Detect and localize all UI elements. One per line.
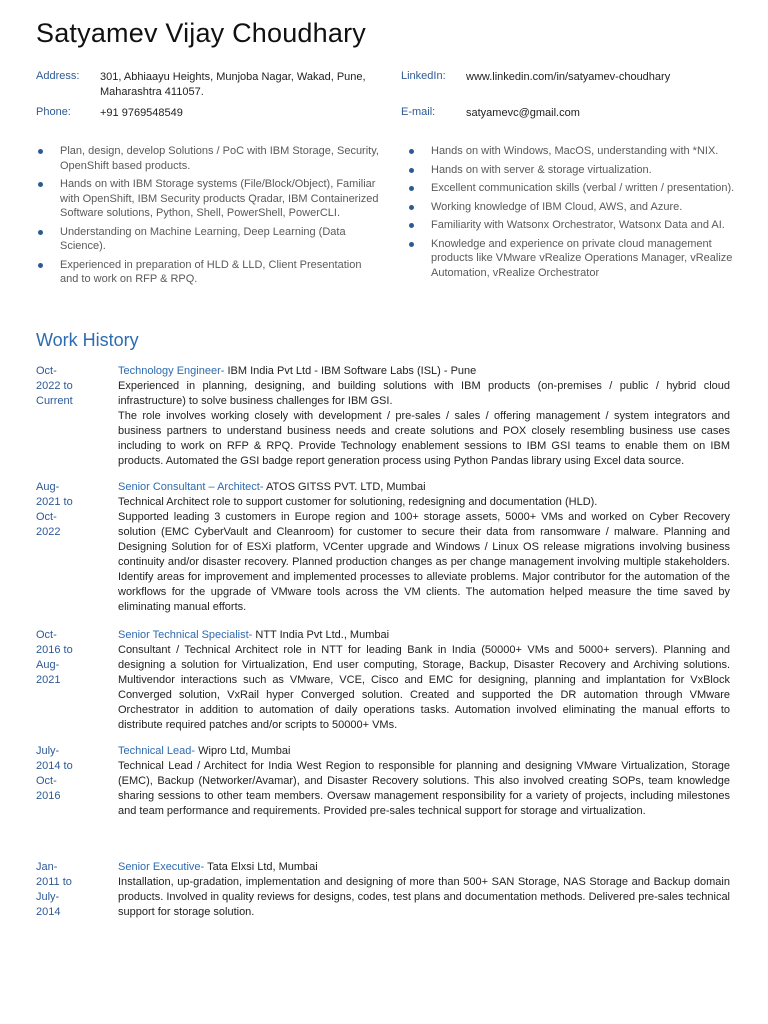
- skill-item: Experienced in preparation of HLD & LLD, Client Presentation and to work on RFP & RPQ.: [36, 258, 380, 287]
- skills-list-right: [407, 144, 741, 284]
- skill-item: Familiarity with Watsonx Orchestrator, Watsonx Data and AI.: [407, 218, 741, 233]
- skill-item: Hands on with server & storage virtualization.: [407, 163, 741, 178]
- work-history-title: Work History: [36, 330, 139, 350]
- job-company: Wipro Ltd, Mumbai: [195, 745, 291, 757]
- job-company: ATOS GITSS PVT. LTD, Mumbai: [263, 481, 426, 493]
- job-description: Technical Lead / Architect for India West Region to responsible for planning and designing VMware Virtualization, Storage (EMC), Backup (Networker/Avamar), and Disaster Recovery solutions. This also involved creating SOPs, team knowledge sharing sessions to other team members. Oversaw management responsibility for a variety of projects, including milestones and team performance and requirements. Provided pre-sales technical support for storage and virtualization.: [118, 760, 730, 817]
- job-body: [118, 744, 730, 819]
- skill-item: Excellent communication skills (verbal / written / presentation).: [407, 181, 741, 196]
- job-body: [118, 480, 730, 615]
- job-date: July- 2014 to Oct- 2016: [36, 745, 73, 802]
- job-date: Oct- 2016 to Aug- 2021: [36, 629, 73, 686]
- skill-item: Working knowledge of IBM Cloud, AWS, and Azure.: [407, 200, 741, 215]
- skill-item: Understanding on Machine Learning, Deep Learning (Data Science).: [36, 225, 380, 254]
- address-line-2: Maharashtra 411057.: [100, 85, 204, 98]
- email-link[interactable]: satyamevc@gmail.com: [466, 107, 580, 119]
- job-date: Oct- 2022 to Current: [36, 365, 73, 407]
- job-company: IBM India Pvt Ltd - IBM Software Labs (ISL) - Pune: [224, 365, 477, 377]
- skill-item: Hands on with IBM Storage systems (File/Block/Object), Familiar with OpenShift, IBM Security products Qradar, IBM Containerized Software solutions, Python, Shell, PowerShell, PowerCLI.: [36, 177, 380, 221]
- address-value: [100, 70, 390, 99]
- job-description: Experienced in planning, designing, and building solutions with IBM products (on-premises / public / hybrid cloud infrastructure) to solve business challenges for IBM GSI. The role involves working closely with development / pre-sales / sales / offering management / system integrators and business partners to understand business needs and create solutions and POX closely resembling business use cases including to work on RFP & RPQ. Provide Technology enablement sessions to IBM GSI teams to enable them on IBM products. Automated the GSI badge report generation process using Python Pandas library using Excel data source.: [118, 380, 730, 467]
- job-title: Senior Executive-: [118, 861, 205, 873]
- linkedin-label: LinkedIn:: [401, 70, 446, 82]
- job-description: Consultant / Technical Architect role in NTT for leading Bank in India (50000+ VMs and 5000+ servers). Planning and designing a solution for Virtualization, End user computing, Storage, Backup, Disaster Recovery and Archiving solutions. Multivendor interactions such as VMware, VCE, Cisco and EMC for designing, planning and implantation for VxBlock Converged solution, VxRail hyper Converged solution. Created and supported the DR automation through VMware Orchestrator in addition to automation of daily operations tasks. Automation involved eliminating the manual efforts to distribute required patches and/or scripts to 50000+ VMs.: [118, 644, 730, 731]
- job-date: Aug- 2021 to Oct- 2022: [36, 481, 73, 538]
- skill-item: Knowledge and experience on private cloud management products like VMware vRealize Operations Manager, vRealize Automation, vRealize Orchestrator: [407, 237, 741, 281]
- job-date: Jan- 2011 to July- 2014: [36, 861, 72, 918]
- skill-item: Hands on with Windows, MacOS, understanding with *NIX.: [407, 144, 741, 159]
- job-description: Technical Architect role to support customer for solutioning, redesigning and documentation (HLD). Supported leading 3 customers in Europe region and 100+ storage assets, 5000+ VMs and worked on Cyber Recovery solution (EMC CyberVault and Cleanroom) for customer to secure their data from ransomware / malware. Planning and Designing Solution for of ESXi platform, VCenter upgrade and Windows / Linux OS release migrations involving business continuity and/or disaster recovery. Planned production changes as per change management involving multiple stakeholders. Identify areas for improvement and implemented processes to alleviate problems. Major contributor for the automation of the workflows for the upgrade of VMware tools across the VM clients. The automation helped measure the time saved by eliminating manual efforts.: [118, 496, 730, 613]
- job-company: Tata Elxsi Ltd, Mumbai: [204, 861, 318, 873]
- address-label: Address:: [36, 70, 80, 82]
- job-title: Technology Engineer-: [118, 365, 225, 377]
- skill-item: Plan, design, develop Solutions / PoC with IBM Storage, Security, OpenShift based products.: [36, 144, 380, 173]
- linkedin-link[interactable]: www.linkedin.com/in/satyamev-choudhary: [466, 71, 671, 83]
- email-label: E-mail:: [401, 106, 436, 118]
- job-description: Installation, up-gradation, implementation and designing of more than 500+ SAN Storage, NAS Storage and Backup domain products. Involved in quality reviews for designs, codes, test plans and documentation methods. Delivered pre-sales technical support for storage solution.: [118, 876, 730, 918]
- address-line-1: 301, Abhiaayu Heights, Munjoba Nagar, Wakad, Pune,: [100, 71, 366, 83]
- candidate-name: Satyamev Vijay Choudhary: [36, 18, 366, 48]
- phone-value: +91 9769548549: [100, 107, 183, 119]
- job-body: [118, 628, 730, 733]
- job-body: [118, 860, 730, 920]
- job-title: Technical Lead-: [118, 745, 196, 757]
- phone-label: Phone:: [36, 106, 71, 118]
- job-title: Senior Consultant – Architect-: [118, 481, 264, 493]
- job-company: NTT India Pvt Ltd., Mumbai: [252, 629, 390, 641]
- job-title: Senior Technical Specialist-: [118, 629, 253, 641]
- skills-list-left: [36, 144, 380, 291]
- job-body: [118, 364, 730, 469]
